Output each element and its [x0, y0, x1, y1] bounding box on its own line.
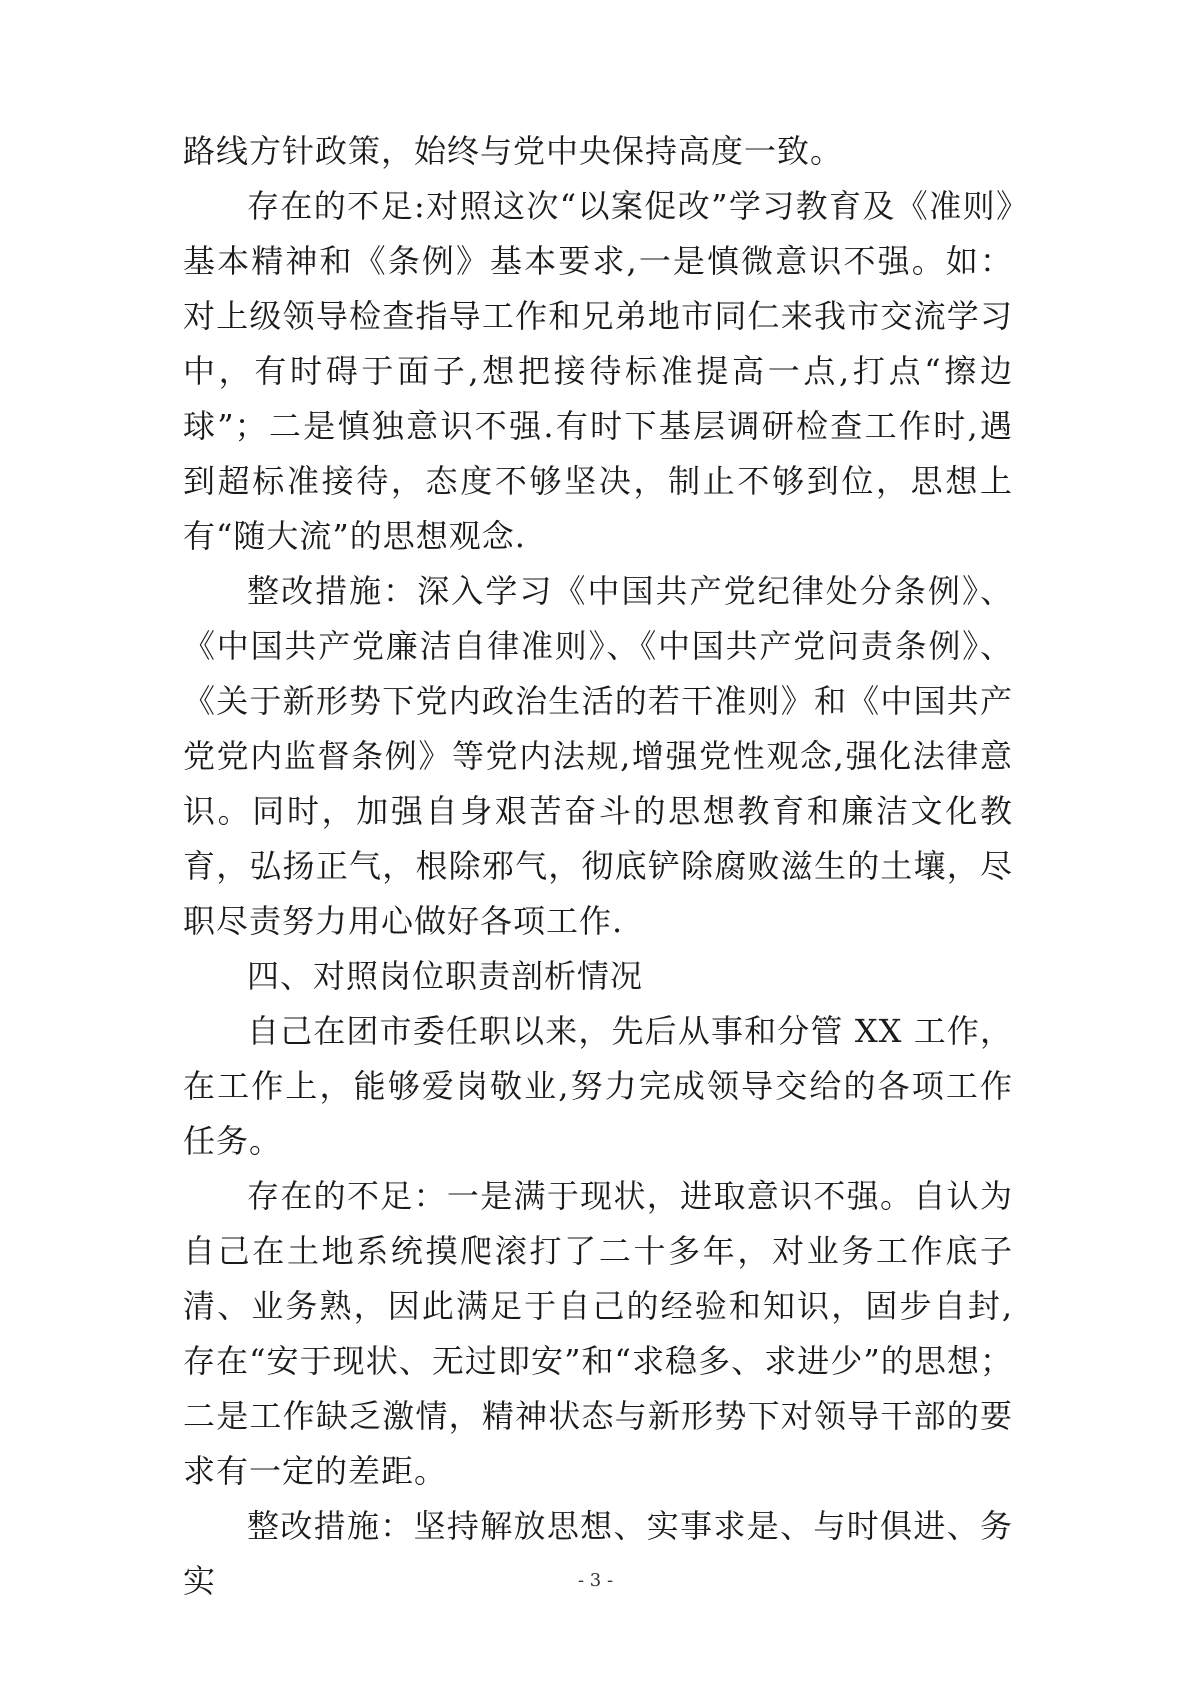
document-body [183, 124, 1013, 1609]
paragraph-continuation: 路线方针政策，始终与党中央保持高度一致。 [183, 132, 844, 170]
paragraph-shortcomings-2: 存在的不足：一是满于现状，进取意识不强。自认为自己在土地系统摸爬滚打了二十多年，对业务工作底子清、业务熟，因此满足于自己的经验和知识，固步自封,存在“安于现状、无过即安”和“求稳多、求进少”的思想；二是工作缺乏激情，精神状态与新形势下对领导干部的要求有一定的差距。 [183, 1177, 1013, 1490]
page-number: - 3 - [577, 1570, 614, 1591]
paragraph-shortcomings-1: 存在的不足:对照这次“以案促改”学习教育及《准则》基本精神和《条例》基本要求,一是慎微意识不强。如：对上级领导检查指导工作和兄弟地市同仁来我市交流学习中，有时碍于面子,想把接待标准提高一点,打点“擦边球”；二是慎独意识不强.有时下基层调研检查工作时,遇到超标准接待，态度不够坚决，制止不够到位，思想上有“随大流”的思想观念. [183, 187, 1013, 555]
paragraph-measures-1: 整改措施：深入学习《中国共产党纪律处分条例》、《中国共产党廉洁自律准则》、《中国共产党问责条例》、《关于新形势下党内政治生活的若干准则》和《中国共产党党内监督条例》等党内法规,增强党性观念,强化法律意识。同时，加强自身艰苦奋斗的思想教育和廉洁文化教育，弘扬正气，根除邪气，彻底铲除腐败滋生的土壤，尽职尽责努力用心做好各项工作. [183, 572, 1013, 940]
paragraph-job-duties: 自己在团市委任职以来，先后从事和分管 XX 工作，在工作上，能够爱岗敬业,努力完成领导交给的各项工作任务。 [183, 1012, 1013, 1160]
section-heading-4: 四、对照岗位职责剖析情况 [247, 957, 644, 995]
paragraph-measures-2: 整改措施：坚持解放思想、实事求是、与时俱进、务实 [183, 1507, 1013, 1600]
